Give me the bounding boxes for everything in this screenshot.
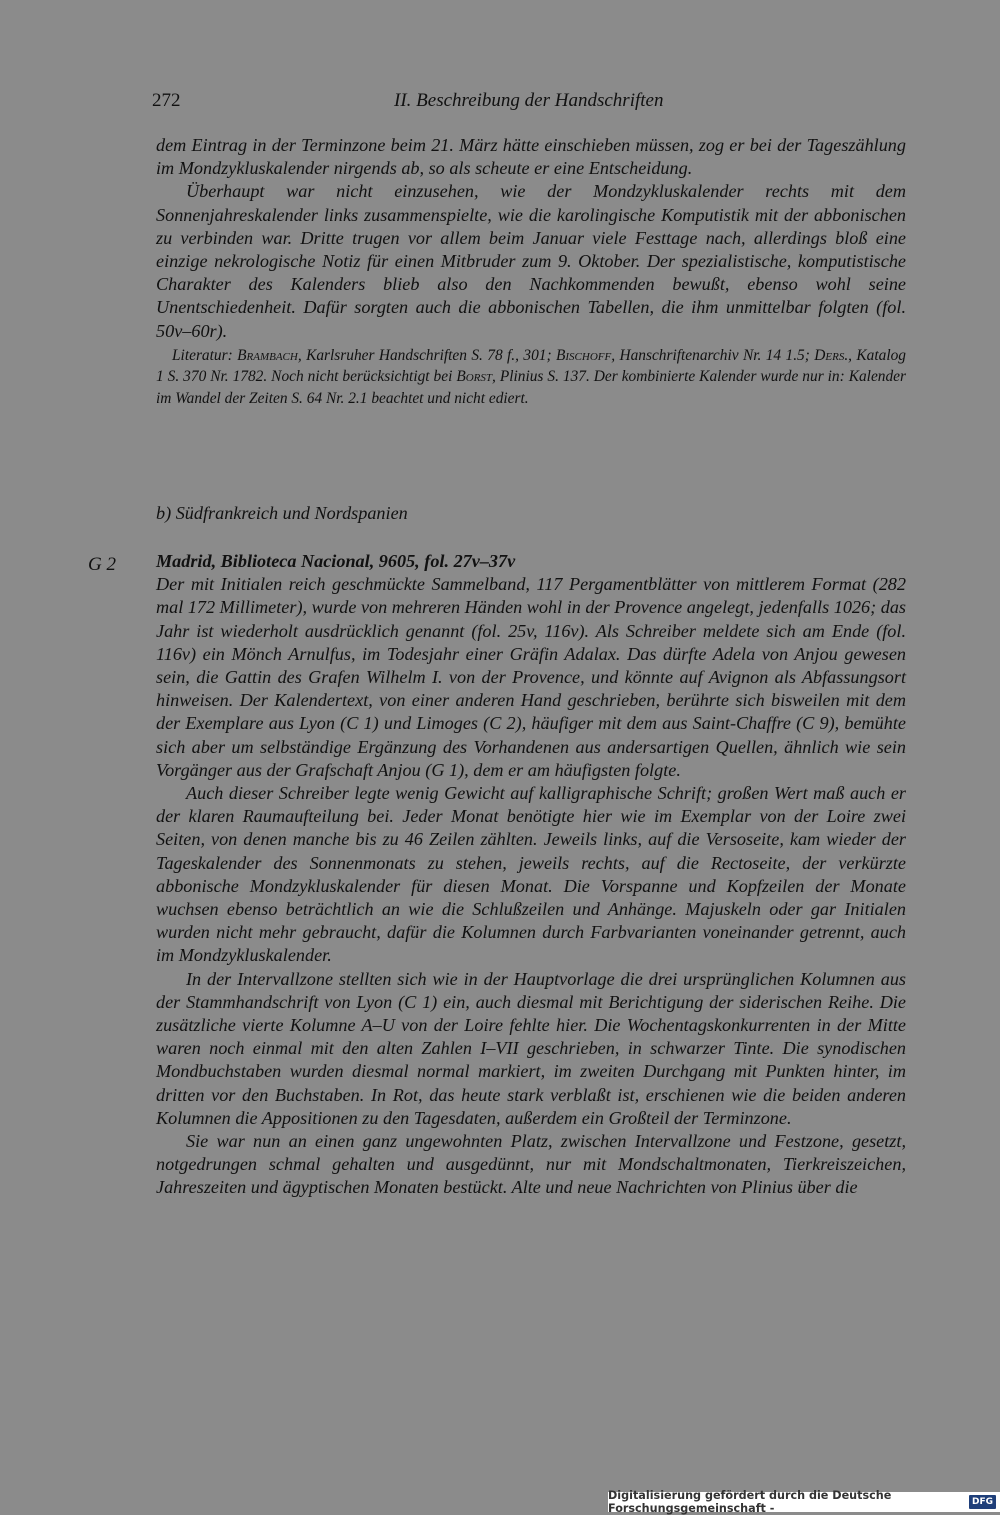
literature-text: , Plinius S. 137. Der kombinierte Kalender wurde nur in: Kalender im Wandel der Zeiten S. 64 Nr. 2.1 beachtet und nicht ediert.: [156, 368, 906, 408]
author-name: Bischoff: [555, 346, 612, 364]
paragraph: Auch dieser Schreiber legte wenig Gewicht auf kalligraphische Schrift; großen Wert maß auch er der klaren Raumaufteilung bei. Jeder Monat benötigte hier wie im Exemplar von der Loire zwei Seiten, von denen manche bis zu 46 Zeilen zählten. Jeweils links, auf die Versoseite, kam wieder der Tageskalender des Sonnenmonats zu stehen, jeweils rechts, auf die Rectoseite, der verkürzte abbonische Mondzykluskalender für diesen Monat. Die Vorspanne und Kopfzeilen der Monate wuchsen ebenso beträchtlich an wie die Schlußzeilen und Anhänge. Majuskeln oder gar Initialen wurden nicht mehr gebraucht, dafür die Kolumnen durch Farbvarianten voneinander getrennt, auch im Mondzykluskalender.: [156, 783, 906, 966]
page-number: 272: [152, 90, 181, 111]
literature-text: , Katalog 1 S. 370 Nr. 1782. Noch nicht berücksichtigt bei: [156, 346, 907, 386]
paragraph: Sie war nun an einen ganz ungewohnten Platz, zwischen Intervallzone und Festzone, gesetzt, notgedrungen schmal gehalten und ausgedünnt, nur mit Mondschaltmonaten, Tierkreiszeichen, Jahreszeiten und ägyptischen Monaten bestückt. Alte und neue Nachrichten von Plinius über die: [156, 1131, 906, 1198]
entry-siglum: G 2: [88, 554, 116, 575]
literature-text: , Hanschriftenarchiv Nr. 14 1.5;: [611, 346, 815, 364]
literature-note: [156, 345, 906, 410]
author-name: Ders.: [814, 346, 849, 364]
dfg-logo: DFG: [969, 1495, 996, 1509]
author-name: Brambach: [237, 346, 298, 364]
literature-label: Literatur:: [172, 346, 233, 364]
paragraph: In der Intervallzone stellten sich wie in der Hauptvorlage die drei ursprünglichen Kolumnen aus der Stammhandschrift von Lyon (C 1) ein, auch diesmal mit Berichtigung der siderischen Reihe. Die zusätzliche vierte Kolumne A–U von der Loire fehlte hier. Die Wochentagskonkurrenten in der Mitte waren noch einmal mit den alten Zahlen I–VII geschrieben, in schwarzer Tinte. Die synodischen Mondbuchstaben wurden diesmal normal markiert, im zweiten Durchgang mit Punkten hinter, im dritten vor den Buchstaben. In Rot, das heute stark verblaßt ist, erschienen wie die beiden anderen Kolumnen die Appositionen zu den Tagesdaten, außerdem ein Großteil der Terminzone.: [156, 968, 906, 1128]
top-text-block: [156, 134, 906, 410]
entry-block: [156, 550, 906, 1200]
running-title: II. Beschreibung der Handschriften: [394, 90, 664, 111]
author-name: Borst: [456, 368, 492, 386]
paragraph: Überhaupt war nicht einzusehen, wie der Mondzykluskalender rechts mit dem Sonnenjahreskalender links zusammenspielte, wie die karolingische Komputistik mit der abbonischen zu verbinden war. Dritte trugen vor allem beim Januar viele Festtage nach, allerdings bloß eine einzige nekrologische Notiz für einen Mitbruder zum 9. Oktober. Der spezialistische, komputistische Charakter des Kalenders blieb also den Nachkommenden bewußt, ebenso wohl seine Unentschiedenheit. Dafür sorgten auch die abbonischen Tabellen, die ihm unmittelbar folgten (fol. 50v–60r).: [156, 181, 906, 341]
section-heading: b) Südfrankreich und Nordspanien: [156, 503, 408, 523]
footer-credit: Digitalisierung gefördert durch die Deutsche Forschungsgemeinschaft -: [608, 1489, 892, 1515]
literature-text: , Karlsruher Handschriften S. 78 f., 301;: [297, 346, 556, 364]
digitization-footer: [608, 1489, 1000, 1515]
manuscript-title: Madrid, Biblioteca Nacional, 9605, fol. 27v–37v: [156, 551, 516, 571]
page-header: [152, 90, 906, 118]
paragraph: Der mit Initialen reich geschmückte Sammelband, 117 Pergamentblätter von mittlerem Format (282 mal 172 Millimeter), wurde von mehreren Händen wohl in der Provence angelegt, jedenfalls 1026; das Jahr ist wiederholt ausdrücklich genannt (fol. 25v, 116v). Als Schreiber meldete sich am Ende (fol. 116v) ein Mönch Arnulfus, im Todesjahr einer Gräfin Adalax. Das dürfte Adela von Anjou gewesen sein, die Gattin des Grafen Wilhelm I. von der Provence, und könnte auf Avignon als Abfassungsort hinweisen. Der Kalendertext, von einer anderen Hand geschrieben, berührte sich bisweilen mit dem der Exemplare aus Lyon (C 1) und Limoges (C 2), häufiger mit dem aus Saint-Chaffre (C 9), bemühte sich aber um selbständige Ergänzung des Vorhandenen aus andersartigen Quellen, ähnlich wie sein Vorgänger aus der Grafschaft Anjou (G 1), dem er am häufigsten folgte.: [156, 574, 906, 780]
paragraph: dem Eintrag in der Terminzone beim 21. März hätte einschieben müssen, zog er bei der Tageszählung im Mondzykluskalender nirgends ab, so als scheute er eine Entscheidung.: [156, 135, 906, 179]
